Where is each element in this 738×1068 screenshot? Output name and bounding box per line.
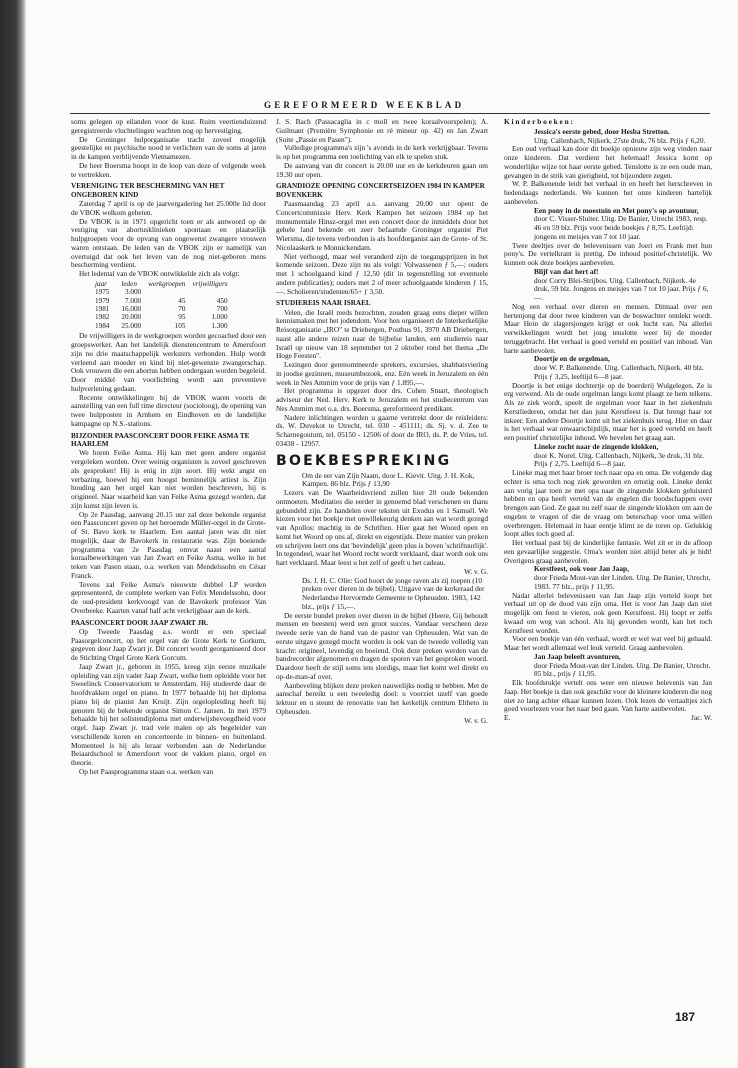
table-cell: 1982 xyxy=(95,313,110,322)
book-title: Kerstfeest, ook voor Jan Jaap, xyxy=(534,564,629,574)
paragraph: Elk hoofdstukje vertelt ons weer een nieuwe belevenis van Jan Jaap. Het boekje is dan ook geschikt voor de kleinere kinderen die nog niet zo lang achter elkaar kunnen lezen. Ook lezen de vertaaltjes zich goed voorlezen voor het naar bed gaan. Van harte aanbevolen. xyxy=(504,678,712,714)
paragraph: Nadat allerlei belevenissen van Jan Jaap zijn verteld loopt het verhaal uit op de dood van zijn oma. Het is voor Jan Jaap dan niet mogelijk om feest te vieren, ook geen Kerstfeest. Hij loopt er zelfs kwaad om weg van school. Als hij gevonden wordt, kan het toch Kerstfeest worden. xyxy=(504,590,712,635)
paragraph: Nog een verhaal over dieren en mensen. Ditmaal over een hertenjong dat door twee kinderen van de boswachter ontdekt wordt. Maar Hein de slagersjongen krijgt er ook lucht van. Na allerlei verwikkelingen wordt het jong tenslotte weer bij de moeder teruggebracht. Het verhaal is goed verteld en positief van inhoud. Van harte aanbevolen. xyxy=(504,301,712,355)
paragraph: Nadere inlichtingen worden u gaarne verstrekt door de reisleiders: ds. W. Duvekot te Utrecht, tel. 030 - 451111; ds. Sj. v. d. Zee te Scharnegoutum, tel. 05150 - 12506 of door de IRO, ds. P. de Vries, tel. 03438 - 12957. xyxy=(276,412,488,448)
table-cell xyxy=(148,288,192,296)
paragraph: Op het Paasprogramma staan o.a. werken van xyxy=(79,766,214,776)
book-meta: door Frieda Mout-van der Linden. Uitg. De Banier, Utrecht. 85 blz., prijs ƒ 11,95. xyxy=(534,660,711,679)
paragraph: Lezingen door gerenommeerde sprekers, excursies, shabbatsviering in joodse gezinnen, museumbezoek, enz. Eén week in Jeruzalem en één week in Nes Ammim voor de prijs van ƒ 1.895,—. xyxy=(276,360,488,387)
table-cell xyxy=(192,288,234,296)
book-title: Lineke zocht naar de zingende klokken, xyxy=(534,441,659,451)
book-title: Jan Jaap beleeft avonturen, xyxy=(534,651,621,661)
table-cell: 450 xyxy=(216,296,228,305)
paragraph: De VBOK is in 1971 opgericht toen er als antwoord op de vestiging van abortusklinieken spontaan en plaatselijk hulpgroepen voor de opvang van ongewenst zwangere vrouwen waren ontstaan. De leden van de VBOK zijn er namelijk van overtuigd dat ook het leven van de nog niet-geboren mens bescherming verdient. xyxy=(71,216,266,270)
table-row xyxy=(95,313,235,321)
table-cell: 1979 xyxy=(95,296,110,305)
paragraph: De aanvang van dit concert is 20.00 uur en de kerkdeuren gaan om 19.30 uur open. xyxy=(276,160,488,179)
book-title: Jessica's eerste gebed, door Hesba Stretton. xyxy=(534,126,670,136)
table-cell: 16.000 xyxy=(121,305,142,314)
table-row xyxy=(95,297,235,305)
table-header-cell: werkgroepen xyxy=(148,279,186,288)
signature-row xyxy=(504,714,712,723)
paragraph: De vrijwilligers in de werkgroepen worden gecoached door een groepswerker. Aan het landelijk dienstencentrum te Amersfoort zijn nu drie maatschappelijk werksters verbonden. Hulp wordt verleend aan moeder en kind bij niet-gewenste zwangerschap. Ook vrouwen die een abortus hebben ondergaan worden begeleid. Door middel van voorlichting wordt aan preventieve hulpverlening gedaan. xyxy=(71,331,266,393)
signature: Jac. W. xyxy=(690,713,712,722)
paragraph: Jaap Zwart jr., geboren in 1955, kreeg zijn eerste muzikale opleiding van zijn vader Jaap Zwart, welke hem opleidde voor het Sweelinck Conservatorium te Amsterdam. Hij studeerde daar de hoofdvakken orgel en piano. In 1977 behaalde hij het diploma piano bij de pianist Jan Kruijt. Zijn orgelopleiding heeft hij genoten bij de bekende organist Simon C. Jansen. In mei 1979 behaalde hij het solistendiploma met onderwijsbevoegdheid voor orgel. Jaap Zwart jr. trad vele malen op als begeleider van verschillende koren en concerteerde in binnen- en buitenland. Momenteel is hij als leraar verbonden aan de Nederlandse Beiaardschool te Amersfoort voor de vakken piano, orgel en theorie. xyxy=(71,661,266,768)
signature: E. xyxy=(504,713,511,722)
book-title: Een pony in de moestuin en Met pony's op avontuur, xyxy=(534,205,699,215)
table-cell: 70 xyxy=(178,305,186,314)
book-meta: door Frieda Mout-van der Linden. Uitg. De Banier, Utrecht, 1983. 77 blz., prijs ƒ 11,95. xyxy=(534,573,711,591)
paragraph: W. P. Balkenende leidt het verhaal in en heeft het herschreven in hedendaags nederlands. We kunnen het onze kinderen hartelijk aanbevelen. xyxy=(504,179,712,206)
scan-binding-edge xyxy=(0,0,26,1068)
paragraph: Het programma is opgezet door drs. Cohen Stuart, theologisch adviseur der Ned. Herv. Kerk te Jeruzalem en het studiecentrum van Nes Ammim met o.a. drs. Boersma, gereformeerd predikant. xyxy=(276,386,488,413)
table-cell: 1975 xyxy=(95,288,110,297)
paragraph: Voor een boekje van één verhaal, wordt er wel wat veel bij gehaald. Maar het wordt allemaal wel leuk verteld. Graag aanbevolen. xyxy=(504,634,712,652)
page-number: 187 xyxy=(675,1010,696,1024)
review-title: Ds. J. H. C. Olie: God hoort de jonge raven als zij roepen (10 preken over dieren in de bijbel). Uitgave van de kerkeraad der Nederlandse Hervormde Gemeente te Opheusden. 1983, 142 blz., prijs ƒ 15,—. xyxy=(302,575,485,611)
article-heading-asma: BIJZONDER PAASCONCERT DOOR FEIKE ASMA TE HAARLEM xyxy=(71,431,250,448)
article-heading-vbok: VERENIGING TER BESCHERMING VAN HET ONGEBOREN KIND xyxy=(71,182,225,199)
paragraph: Paasmaandag 23 april a.s. aanvang 20.00 uur opent de Concertcommissie Herv. Kerk Kampen het seizoen 1984 op het monumentale Hinsz-orgel met een concert door de inmiddels door het gehele land bekende en zeer befaamde Groninger organist Piet Wiersma, die tevens verbonden is als hoofdorganist aan de Grote- of St. Nicolaaskerk te Monnickendam. xyxy=(276,199,488,252)
table-header-row xyxy=(95,280,235,288)
paragraph: Niet verhoogd, maar wel veranderd zijn de toegangsprijzen in het komende seizoen. Deze zijn nu als volgt: Volwassenen ƒ 5,—; ouders met 1 schoolgaand kind ƒ 12,50 (dit in tegenstelling tot eventuele andere publicaties); ouders met 2 of meer schoolgaande kinderen ƒ 15,—. Scholieren/studenten/65+ ƒ 3,50. xyxy=(276,251,488,296)
paragraph: Op 2e Paasdag, aanvang 20.15 uur zal deze bekende organist een Paasconcert geven op het beroemde Müller-orgel in de Grote- of St. Bavo kerk te Haarlem. Een aantal jaren was dit niet mogelijk, daar de Bavokerk in restauratie was. Zijn boeiende programma van 2e Paasdag omvat naast een aantal koraalbewerkingen van Jan Zwart en Feike Asma, welke in het teken van Pasen staan, o.a. werken van Mendelssohn en César Franck. xyxy=(71,509,266,580)
paragraph: Lineke mag met haar broer toch naar opa en oma. De volgende dag echter is oma toch nog ziek geworden en ernstig ook. Lineke denkt aan vorig jaar toen ze met opa naar de zingende klokken geluisterd hebben en opa heeft verteld van de engelen die boodschappen over brengen aan God. Ze gaat nu zelf naar de zingende klokken om aan de engelen te vragen of die de vraag om beterschap voor oma willen overbrengen. Helemaal in haar eentje klimt ze de toren op. Gelukkig loopt alles toch goed af. xyxy=(504,468,712,539)
book-meta: door W. P. Balkenende. Uitg. Callenbach, Nijkerk. 40 blz. Prijs ƒ 3,25, leeftijd 6—8 jaar. xyxy=(534,363,704,381)
running-header: GEREFORMEERD WEEKBLAD xyxy=(264,100,465,110)
book-meta: door Corry Blei-Strijbos. Uitg. Callenbach, Nijkerk. 4e druk, 59 blz. Jongens en meisjes van 7 tot 10 jaar. Prijs ƒ 6,—. xyxy=(534,275,709,302)
book-meta: Uitg. Callenbach, Nijkerk, 27ste druk, 76 blz. Prijs ƒ 6,20. xyxy=(534,135,706,145)
table-row xyxy=(95,322,235,330)
article-heading-zwart: PAASCONCERT DOOR JAAP ZWART JR. xyxy=(71,618,209,627)
paragraph: Doortje is het enige dochtertje op de boerderij Wulgelegen. Ze is erg verwend. Als de oude orgelman langs komt plaagt ze hem telkens. Als ze ziek wordt, speelt de orgelman voor haar in het ziekenhuis Kerstliederen, omdat het dan juist Kerstfeest is. Dat brengt haar tot inkeer. Een andere Doortje komt uit het ziekenhuis terug. Hier en daar is het verhaal wat onwaarschijnlijk, maar het is goed verteld en heeft een positief christelijke inhoud. We bevelen het graag aan. xyxy=(504,380,712,442)
table-cell: 1981 xyxy=(95,305,110,314)
section-heading-boekbespreking: BOEKBESPREKING xyxy=(276,452,452,469)
table-cell: 105 xyxy=(174,321,186,330)
table-cell: 20.000 xyxy=(121,313,142,322)
paragraph: De eerste bundel preken over dieren in de bijbel (Heere, Gij behoudt mensen en beesten) werd een groot succes. Vandaar verscheen deze tweede serie van de hand van de pastor van Opheusden. Wat van de eerste uitgave gezegd mocht worden is ook van de tweede volledig van kracht: origineel, levendig en boeiend. Ook deze preken werden van de bandrecorder afgenomen en dragen de sporen van het gesproken woord. Daardoor heeft de stijl soms iets slordigs, maar het komt wel direkt en op-de-man-af over. xyxy=(276,610,488,681)
paragraph: soms gelegen op eilanden voor de kust. Ruim veertienduizend geregistreerde vluchtelingen wachten nog op hervestiging. xyxy=(71,118,266,135)
table-row xyxy=(95,288,235,296)
paragraph: Volledige programma's zijn 's avonds in de kerk verkrijgbaar. Tevens is op het programma een toelichting van elk te spelen stuk. xyxy=(276,143,488,161)
table-cell: 45 xyxy=(178,296,186,305)
table-cell: 3.000 xyxy=(124,288,142,297)
table-cell: 95 xyxy=(178,313,186,322)
paragraph: Tevens zal Feike Asma's nieuwste dubbel LP worden gepresenteerd, de complete werken van Felix Mendelssohn, door de oud-president kerkvoogd van de Bavokerk professor Van Overbeeke. Kaarten vanaf half acht verkrijgbaar aan de kerk. xyxy=(71,579,266,615)
table-cell: 25.000 xyxy=(121,321,142,330)
table-cell: 7.000 xyxy=(124,296,142,305)
paragraph: Het ledental van de VBOK ontwikkelde zich als volgt: xyxy=(79,269,240,279)
column-2 xyxy=(276,118,488,1018)
paragraph: Recente ontwikkelingen bij de VBOK waren voorts de aanstelling van een full time directeur (socioloog), de opening van twee hulpposten in Arnhem en Eindhoven en de landelijke kampagne op N.S.-stations. xyxy=(71,392,266,428)
table-header-cell: jaar xyxy=(95,279,107,288)
article-heading-kampen: GRANDIOZE OPENING CONCERTSEIZOEN 1984 IN KAMPER BOVENKERK xyxy=(276,182,485,199)
column-3 xyxy=(504,118,712,998)
section-heading-kinderboeken: Kinderboeken: xyxy=(504,118,575,126)
book-title: Blijf van dat hert af! xyxy=(534,266,599,276)
paragraph: J. S. Bach (Passacaglia in c moll en twee koraalvoorspelen); A. Guilmant (Première Symphonie en ré mineur op. 42) en Jan Zwart (Suite „Passie en Pasen"). xyxy=(276,118,488,144)
paragraph: Op Tweede Paasdag a.s. wordt er een speciaal Paasorgelconcert, op het orgel van de Grote Kerk te Gorkum, gegeven door Jaap Zwart jr. Dit concert wordt georganiseerd door de Stichting Orgel Grote Kerk Gorcum. xyxy=(71,626,266,663)
book-meta: door K. Norel. Uitg. Callenbach, Nijkerk, 3e druk, 31 blz. Prijs ƒ 2,75. Leeftijd 6—8 jaar. xyxy=(534,450,705,469)
table-cell: 1984 xyxy=(95,321,110,330)
paragraph: Velen, die Israël reeds bezochten, zouden graag eens dieper willen kennismaken met het jodendom. Voor hen organiseert de Interkerkelijke Reisorganisatie „IRO" te Driebergen, Postbus 91, 3970 AB Driebergen, naast alle andere reizen naar de bijbelse landen, een studiereis naar Israël op nieuw van 18 september tot 2 oktober rond het thema „De Hoge Feesten". xyxy=(276,307,488,361)
paragraph: De heer Boersma hoopt in de loop van deze of volgende week te vertrekken. xyxy=(71,160,266,179)
paragraph: Aanbeveling blijken deze preken nauwelijks nodig te hebben. Met de aanschaf bereikt u een tweeledig doel: u voorziet uzelf van goede lektuur en u steunt de renovatie van het kerkelijk centrum Eltheto in Opheusden. xyxy=(276,680,488,716)
signature: W. v. G. xyxy=(464,566,488,576)
signature: W. v. G. xyxy=(464,715,488,725)
header-rule xyxy=(70,113,710,114)
paragraph: We horen Feike Asma. Hij kan met geen andere organist vergeleken worden. Over weinig organisten is zoveel geschreven als gesproken! Hij is enig in zijn soort. Hij wekt angst en verbazing, hoewel hij een hoogst beminnelijk artiest is. Zijn houding aan het orgel kan niet worden beschreven, hij is origineel. Naar waarheid kan van Feike Asma gezegd worden, dat zijn kunst zijn leven is. xyxy=(71,448,266,510)
book-meta: door C. Visser-Sluiter. Uitg. De Banier, Utrecht 1983, resp. 46 en 59 blz. Prijs voor beide boekjes ƒ 8,75. Leeftijd: jongens en meisjes van 7 tot 10 jaar. xyxy=(534,214,708,241)
paragraph: Zaterdag 7 april is op de jaarvergadering het 25.000e lid door de VBOK welkom geheten. xyxy=(71,199,266,217)
table-header-cell: leden xyxy=(121,279,137,288)
table-cell: 1.300 xyxy=(211,321,228,330)
table-cell: 1.000 xyxy=(211,313,228,322)
paragraph: Lezers van De Waarheidsvriend zullen hier 20 oude bekenden ontmoeten. Meditaties die eerder in genoemd blad verschenen en thans gebundeld zijn. Ze handelen over teksten uit Exodus en 1 Samuël. We kiezen voor het boekje met onwillekeurig denken aan wat wordt gezegd van Apollos: machtig in de Schriften. Hier gaat het Woord open en komt het Woord op ons af, direkt en eigentijds. Deze manier van preken en schrijven leert ons dat 'bevindelijk' geen plus is boven 'schriftuurlijk'. In tegendeel, waar het Woord recht wordt verklaard, daar wordt ook ons hart verklaard. Maar leest u het zelf of geeft u het cadeau. xyxy=(276,488,488,568)
column-1 xyxy=(71,118,266,1018)
article-heading-israel: STUDIEREIS NAAR ISRAEL xyxy=(276,299,371,308)
paragraph: Een oud verhaal kan door dit boekje opnieuw zijn weg vinden naar onze kinderen. Dat verdient het helemaal! Jessica komt op wonderlijke wijze tot haar eerste gebed. Tenslotte is ze een oude man, gevangen in de strik van gierigheid, tot bijzondere zegen. xyxy=(504,144,712,180)
table-header-cell: vrijwilligers xyxy=(192,279,228,288)
table-row xyxy=(95,305,235,313)
membership-table xyxy=(95,280,235,330)
paragraph: De Groninger hulporganisatie tracht zoveel mogelijk geestelijke en psychische nood te verlichten van de soms al jaren in de kampen verblijvende Vietnamezen. xyxy=(71,134,266,161)
paragraph: Twee deeltjes over de belevenissen van Joeri en Frank met hun pony's. De vertelkrant is prettig. De inhoud positief-christelijk. We kunnen ook deze boekjes aanbevelen. xyxy=(504,240,712,267)
magazine-page xyxy=(26,0,738,1068)
table-cell: 700 xyxy=(216,305,228,314)
review-title: Om de eer van Zijn Naam, door L. Kievit. Uitg. J. H. Kok, Kampen. 86 blz. Prijs ƒ 13,90 xyxy=(302,470,475,489)
book-title: Doortje en de orgelman, xyxy=(534,354,610,364)
paragraph: Het verhaal past bij de kinderlijke fantasie. Wel zit er in de afloop een gevaarlijke suggestie. Oma's worden niet altijd beter als je bidt! Overigens graag aanbevolen. xyxy=(504,538,712,565)
